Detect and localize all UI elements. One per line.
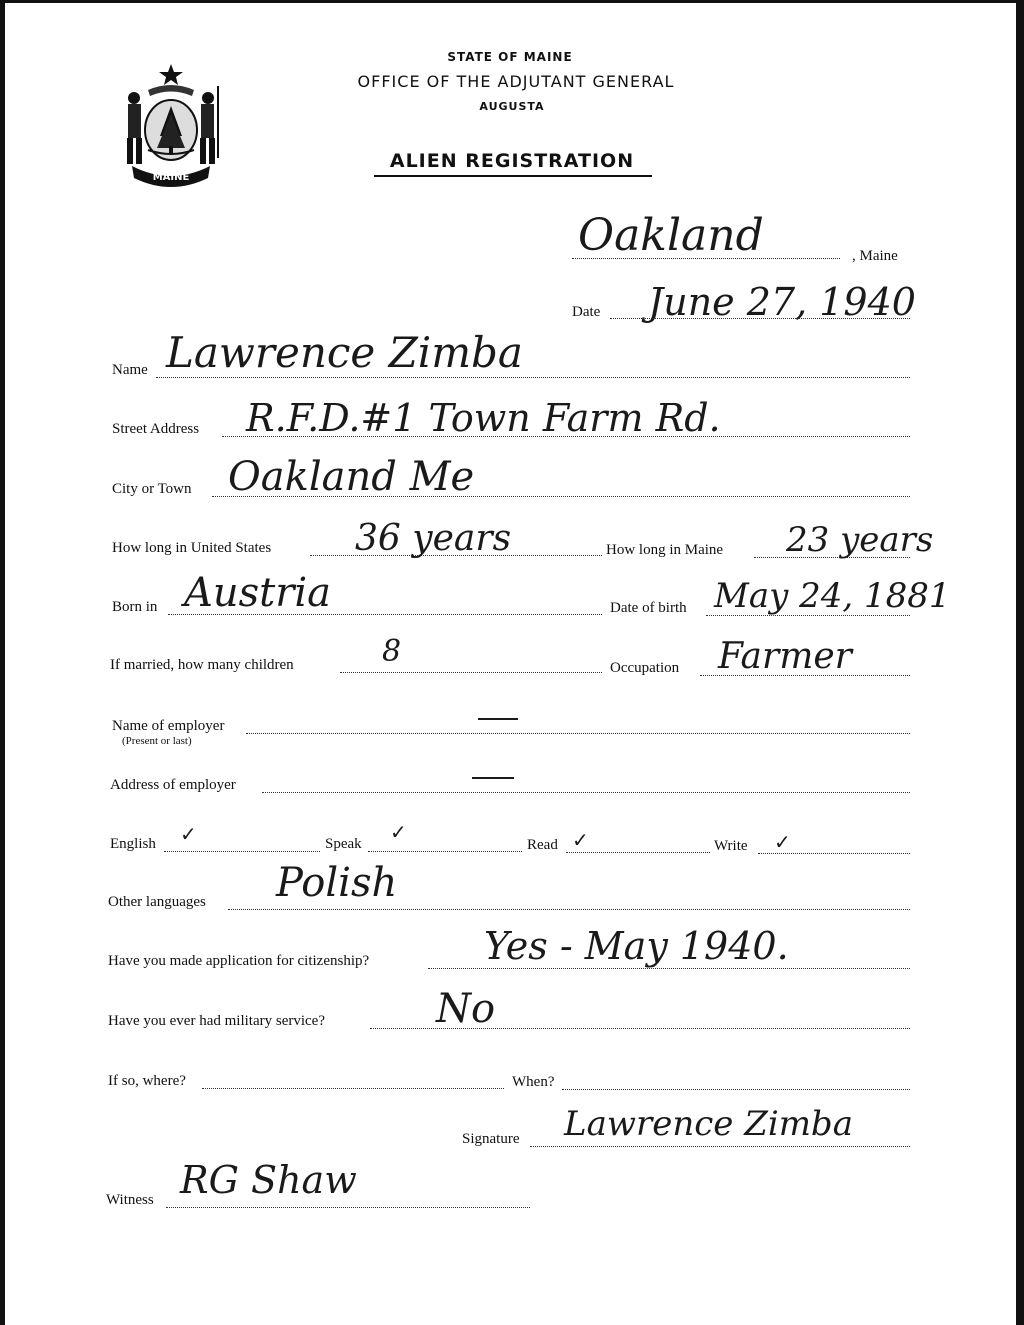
employer-address-label: Address of employer	[110, 777, 236, 793]
town-suffix: , Maine	[852, 248, 898, 264]
read-label: Read	[527, 837, 558, 853]
military-label: Have you ever had military service?	[108, 1013, 325, 1029]
scan-border-top	[0, 0, 1024, 3]
street-value: R.F.D.#1 Town Farm Rd.	[246, 396, 721, 440]
when-label: When?	[512, 1074, 555, 1090]
write-label: Write	[714, 838, 748, 854]
english-check-icon: ✓	[180, 822, 197, 846]
header-state: STATE OF MAINE	[447, 50, 573, 64]
employer-dash	[478, 718, 518, 720]
title-underline	[374, 175, 652, 177]
witness-label: Witness	[106, 1192, 154, 1208]
signature-value: Lawrence Zimba	[564, 1104, 853, 1144]
street-label: Street Address	[112, 421, 200, 437]
speak-label: Speak	[325, 836, 362, 852]
date-value: June 27, 1940	[648, 280, 916, 324]
speak-line	[368, 851, 522, 852]
svg-text:MAINE: MAINE	[152, 172, 190, 183]
city-value: Oakland Me	[228, 454, 475, 500]
children-label: If married, how many children	[110, 657, 294, 673]
name-value: Lawrence Zimba	[166, 328, 523, 377]
town-value: Oakland	[578, 210, 764, 261]
header-office: OFFICE OF THE ADJUTANT GENERAL	[357, 72, 675, 91]
military-value: No	[436, 986, 496, 1032]
name-label: Name	[112, 362, 148, 378]
born-label: Born in	[112, 599, 158, 615]
employer-address-line	[262, 792, 910, 793]
where-label: If so, where?	[108, 1073, 186, 1089]
us-value: 36 years	[355, 518, 512, 559]
children-line	[340, 672, 602, 673]
date-label: Date	[572, 304, 601, 320]
header-city: AUGUSTA	[479, 100, 545, 113]
witness-line	[166, 1207, 530, 1208]
signature-line	[530, 1146, 910, 1147]
citizenship-label: Have you made application for citizenship?	[108, 953, 370, 969]
write-check-icon: ✓	[774, 830, 791, 854]
us-label: How long in United States	[112, 540, 272, 556]
speak-check-icon: ✓	[390, 820, 407, 844]
where-line	[202, 1088, 504, 1089]
other-languages-value: Polish	[276, 860, 398, 906]
children-value: 8	[382, 634, 402, 669]
signature-label: Signature	[462, 1131, 520, 1147]
other-languages-line	[228, 909, 910, 910]
maine-label: How long in Maine	[606, 542, 724, 558]
city-label: City or Town	[112, 481, 192, 497]
citizenship-line	[428, 968, 910, 969]
english-line	[164, 851, 320, 852]
scan-border-left	[0, 0, 5, 1325]
born-value: Austria	[184, 570, 332, 616]
name-line	[156, 377, 910, 378]
dob-value: May 24, 1881	[714, 576, 951, 616]
employer-line	[246, 733, 910, 734]
read-check-icon: ✓	[572, 828, 589, 852]
occupation-value: Farmer	[718, 636, 852, 677]
employer-address-dash	[472, 777, 514, 779]
scan-border-right	[1016, 0, 1024, 1325]
occupation-label: Occupation	[610, 660, 680, 676]
employer-label: Name of employer	[112, 718, 225, 734]
employer-sublabel: (Present or last)	[122, 735, 192, 747]
english-label: English	[110, 836, 156, 852]
dob-label: Date of birth	[610, 600, 687, 616]
form-title: ALIEN REGISTRATION	[389, 150, 635, 172]
witness-value: RG Shaw	[180, 1158, 357, 1202]
other-languages-label: Other languages	[108, 894, 206, 910]
when-line	[562, 1089, 910, 1090]
citizenship-value: Yes - May 1940.	[484, 924, 789, 968]
read-line	[566, 852, 710, 853]
maine-value: 23 years	[786, 520, 934, 560]
